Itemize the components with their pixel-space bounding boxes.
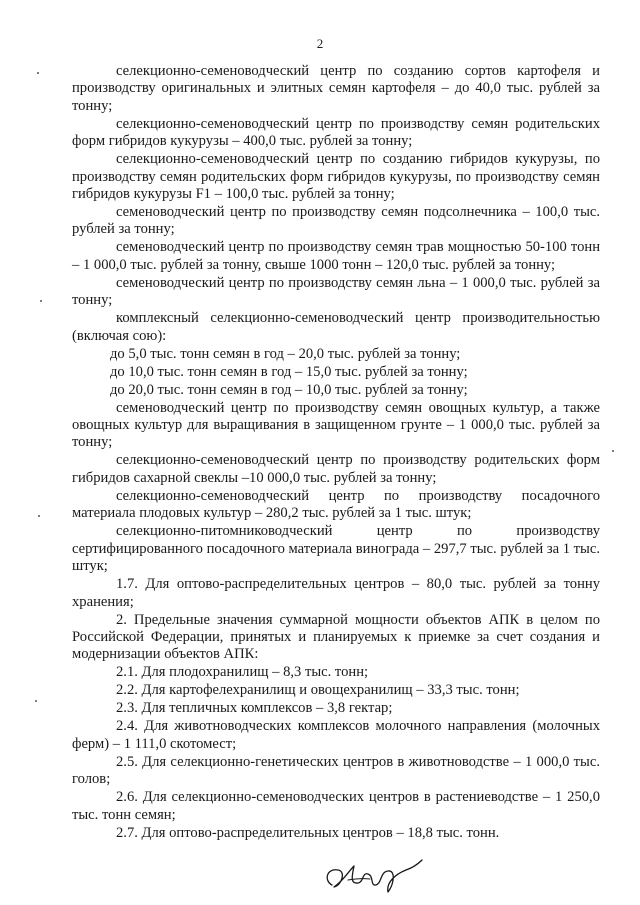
paragraph: 2.5. Для селекционно-генетических центров в животноводстве – 1 000,0 тыс. голов; [72,753,600,788]
document-body [72,63,600,843]
scan-dot [38,515,40,517]
paragraph: селекционно-семеноводческий центр по созданию гибридов кукурузы, по производству семян родительских форм гибридов кукурузы, по производству семян гибридов кукурузы F1 – 100,0 тыс. рублей за тонну; [72,151,600,203]
paragraph: до 10,0 тыс. тонн семян в год – 15,0 тыс. рублей за тонну; [110,363,468,380]
paragraph: семеноводческий центр по производству семян подсолнечника – 100,0 тыс. рублей за тонну; [72,204,600,238]
paragraph: селекционно-семеноводческий центр по производству семян родительских форм гибридов кукурузы – 400,0 тыс. рублей за тонну; [72,115,600,150]
paragraph: семеноводческий центр по производству семян льна – 1 000,0 тыс. рублей за тонну; [72,274,600,309]
paragraph: комплексный селекционно-семеноводческий центр производительностью (включая сою): [72,310,600,344]
paragraph: 2.6. Для селекционно-семеноводческих центров в растениеводстве – 1 250,0 тыс. тонн семян; [72,789,600,823]
paragraph: селекционно-семеноводческий центр по созданию сортов картофеля и производству оригинальных и элитных семян картофеля – до 40,0 тыс. рублей за тонну; [72,63,600,114]
paragraph: селекционно-семеноводческий центр по производству родительских форм гибридов сахарной свеклы –10 000,0 тыс. рублей за тонну; [72,452,600,486]
paragraph: 2.1. Для плодохранилищ – 8,3 тыс. тонн; [116,664,369,681]
scan-dot [35,700,37,702]
paragraph: селекционно-семеноводческий центр по производству посадочного материала плодовых культур – 280,2 тыс. рублей за 1 тыс. штук; [72,487,600,522]
handwritten-signature [318,852,428,898]
paragraph: семеноводческий центр по производству семян овощных культур, а также овощных культур для выращивания в защищенном грунте – 1 000,0 тыс. рублей за тонну; [72,399,600,451]
scan-dot [612,450,614,452]
paragraph: семеноводческий центр по производству семян трав мощностью 50-100 тонн – 1 000,0 тыс. рублей за тонну, свыше 1000 тонн – 120,0 тыс. рублей за тонну; [72,239,600,273]
paragraph: 2.2. Для картофелехранилищ и овощехранилищ – 33,3 тыс. тонн; [116,682,520,699]
page-number: 2 [316,36,324,51]
scan-dot [37,72,39,74]
paragraph: 2. Предельные значения суммарной мощности объектов АПК в целом по Российской Федерации, принятых и планируемых к приемке за счет создания и модернизации объектов АПК: [72,611,600,663]
paragraph: 2.4. Для животноводческих комплексов молочного направления (молочных ферм) – 1 111,0 скотомест; [72,718,600,752]
paragraph: селекционно-питомниководческий центр по производству сертифицированного посадочного материала винограда – 297,7 тыс. рублей за 1 тыс. штук; [72,523,600,575]
scan-dot [40,300,42,302]
paragraph: до 20,0 тыс. тонн семян в год – 10,0 тыс. рублей за тонну; [110,381,468,398]
paragraph: 2.3. Для тепличных комплексов – 3,8 гектар; [116,700,393,717]
paragraph: 2.7. Для оптово-распределительных центров – 18,8 тыс. тонн. [116,824,500,841]
paragraph: 1.7. Для оптово-распределительных центров – 80,0 тыс. рублей за тонну хранения; [72,576,600,610]
paragraph: до 5,0 тыс. тонн семян в год – 20,0 тыс. рублей за тонну; [110,345,461,362]
